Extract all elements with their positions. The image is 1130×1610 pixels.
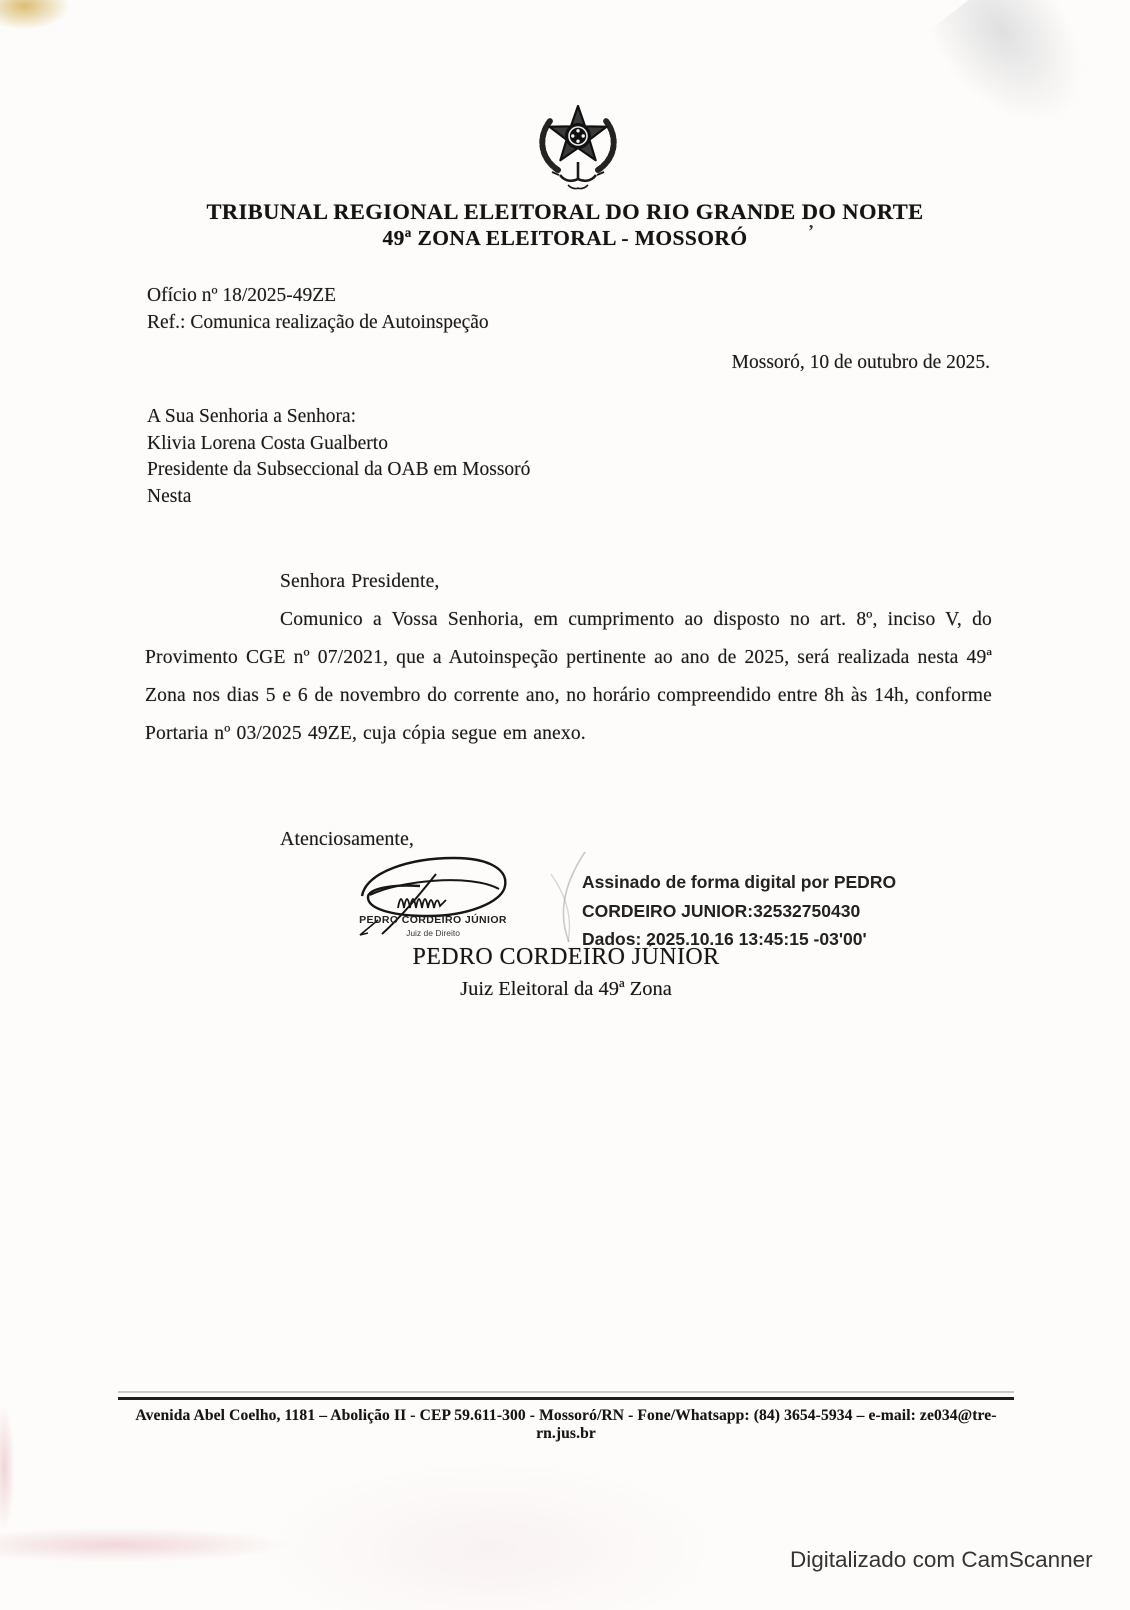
body-salutation: Senhora Presidente,	[280, 571, 440, 592]
addressee-title: Presidente da Subseccional da OAB em Mossoró	[147, 459, 531, 480]
scan-stain-edge	[0, 1408, 14, 1528]
org-name: TRIBUNAL REGIONAL ELEITORAL DO RIO GRANDE DO NORTE	[206, 199, 924, 224]
addressee-name: Klivia Lorena Costa Gualberto	[147, 432, 388, 454]
scan-stray-mark: ’	[808, 221, 814, 241]
footer-address: Avenida Abel Coelho, 1181 – Abolição II - CEP 59.611-300 - Mossoró/RN - Fone/Whatsapp: (84) 3654-5934 – e-mail: ze034@tre-rn.jus.br	[118, 1397, 1014, 1443]
addressee-salutation: A Sua Senhoria a Senhora:	[147, 406, 357, 427]
scan-stain-yellow	[0, 0, 70, 30]
reference-subject: Ref.: Comunica realização de Autoinspeção	[147, 312, 489, 333]
signer-name: PEDRO CORDEIRO JÚNIOR	[412, 944, 720, 970]
digital-signature-line2: CORDEIRO JUNIOR:32532750430	[582, 900, 861, 921]
footer-rule-echo	[118, 1391, 1014, 1393]
brazil-coat-of-arms-icon	[528, 96, 628, 196]
dateline: Mossoró, 10 de outubro de 2025.	[731, 352, 990, 373]
addressee-block	[147, 404, 530, 510]
letterhead	[0, 198, 1130, 251]
letter-body	[145, 563, 992, 753]
addressee-city: Nesta	[147, 485, 192, 507]
body-paragraph: Comunico a Vossa Senhoria, em cumprimento ao disposto no art. 8º, inciso V, do Provimento CGE nº 07/2021, que a Autoinspeção pertinente ao ano de 2025, será realizada nesta 49ª Zona nos dias 5 e 6 de novembro do corrente ano, no horário compreendido entre 8h às 14h, conforme Portaria nº 03/2025 49ZE, cuja cópia segue em anexo.	[145, 609, 992, 744]
reference-block	[147, 282, 489, 336]
stamp-name: PEDRO CORDEIRO JÚNIOR	[359, 914, 507, 926]
camscanner-watermark: Digitalizado com CamScanner	[790, 1547, 1093, 1572]
signer-title: Juiz Eleitoral da 49ª Zona	[460, 978, 672, 1000]
judge-stamp	[352, 914, 514, 939]
digital-signature-line3: Dados: 2025.10.16 13:45:15 -03'00'	[582, 929, 867, 949]
digital-signature-line1: Assinado de forma digital por PEDRO	[582, 872, 897, 892]
scan-smudge-gray	[923, 0, 1118, 154]
oficio-number: Ofício nº 18/2025-49ZE	[147, 285, 337, 306]
stamp-title: Juiz de Direito	[406, 928, 460, 938]
closing-line: Atenciosamente,	[280, 828, 414, 850]
scan-stain-pink	[0, 1528, 290, 1562]
scan-haze	[260, 1460, 720, 1610]
org-zone: 49ª ZONA ELEITORAL - MOSSORÓ	[382, 226, 748, 250]
digital-signature-block	[582, 868, 897, 954]
